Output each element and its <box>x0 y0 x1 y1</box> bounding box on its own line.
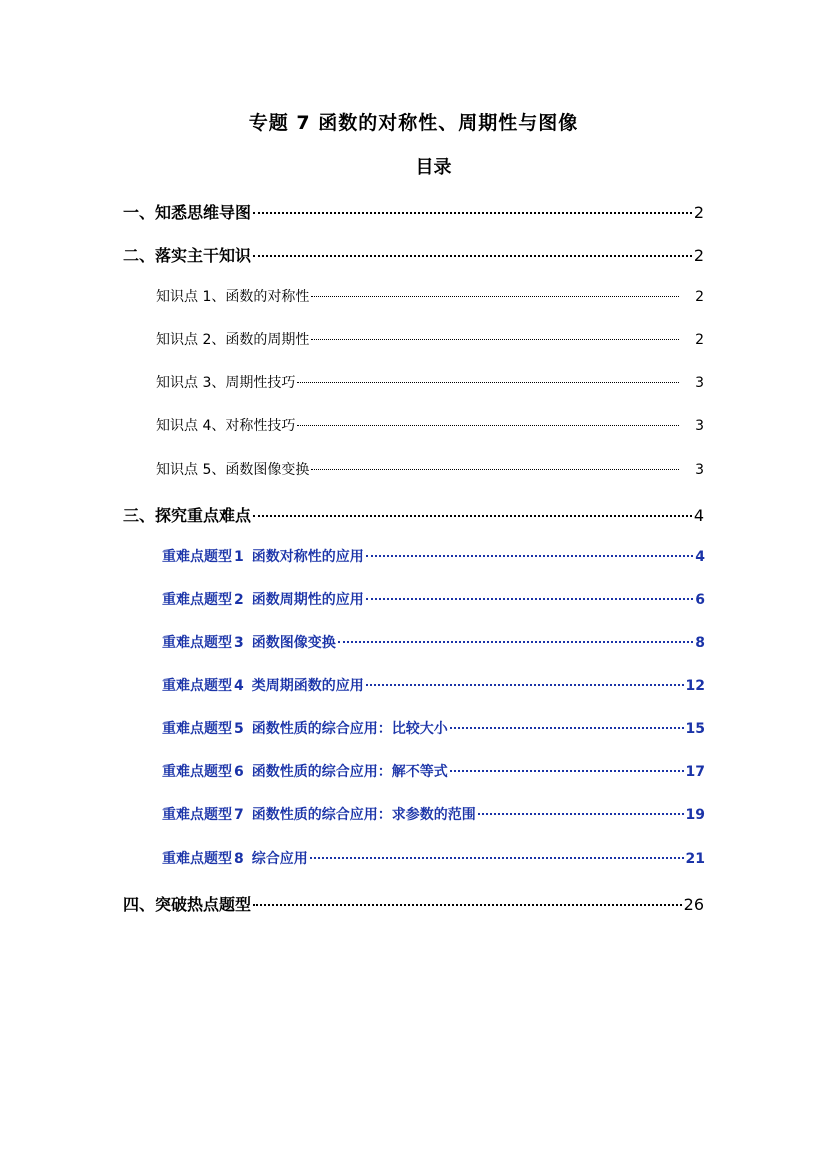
toc-page-number: 3 <box>695 418 704 434</box>
toc-entry-label: 知识点 1、函数的对称性 <box>156 289 310 305</box>
toc-page-number: 4 <box>693 506 704 525</box>
toc-entry-label: 四、突破热点题型 <box>123 895 252 914</box>
toc-leader-dots <box>450 727 684 729</box>
toc-page-number: 21 <box>685 851 705 867</box>
toc-heading: 目录 <box>415 157 452 178</box>
toc-entry-section-1[interactable] <box>123 200 704 223</box>
toc-page-number: 2 <box>693 246 704 265</box>
toc-entry-label: 三、探究重点难点 <box>123 506 252 525</box>
toc-entry-label: 重难点题型 4 类周期函数的应用 <box>162 678 364 694</box>
toc-leader-dots <box>450 770 684 772</box>
toc-entry-topic-6[interactable] <box>162 761 705 781</box>
toc-entry-section-4[interactable] <box>123 892 704 915</box>
toc-entry-label: 重难点题型 3 函数图像变换 <box>162 635 336 651</box>
toc-page-number: 17 <box>685 764 705 780</box>
toc-leader-dots <box>366 555 694 557</box>
toc-page-number: 12 <box>685 678 705 694</box>
toc-page-number: 3 <box>695 375 704 391</box>
toc-entry-section-3[interactable] <box>123 503 704 526</box>
toc-entry-label: 知识点 5、函数图像变换 <box>156 462 310 478</box>
toc-entry-label: 知识点 2、函数的周期性 <box>156 332 310 348</box>
toc-entry-topic-2[interactable] <box>162 589 705 609</box>
toc-leader-dots <box>253 515 692 517</box>
toc-leader-dots <box>310 857 684 859</box>
toc-page-number: 3 <box>695 462 704 478</box>
toc-entry-label: 重难点题型 8 综合应用 <box>162 851 308 867</box>
toc-entry-topic-3[interactable] <box>162 632 705 652</box>
toc-entry-label: 重难点题型 1 函数对称性的应用 <box>162 549 364 565</box>
toc-leader-dots <box>478 813 684 815</box>
toc-leader-dots <box>338 641 694 643</box>
document-title: 专题 7 函数的对称性、周期性与图像 <box>248 112 579 134</box>
toc-entry-knowledge-4[interactable] <box>156 415 704 435</box>
toc-leader-dots <box>311 339 679 340</box>
toc-leader-dots <box>297 425 679 426</box>
toc-leader-dots <box>253 904 682 906</box>
toc-page-number: 4 <box>695 549 705 565</box>
toc-entry-label: 二、落实主干知识 <box>123 246 252 265</box>
toc-entry-label: 重难点题型 7 函数性质的综合应用：求参数的范围 <box>162 807 476 823</box>
toc-page-number: 6 <box>695 592 705 608</box>
toc-page-number: 2 <box>695 289 704 305</box>
toc-page-number: 8 <box>695 635 705 651</box>
toc-page-number: 26 <box>683 895 704 914</box>
toc-leader-dots <box>311 469 679 470</box>
toc-page-number: 2 <box>695 332 704 348</box>
toc-leader-dots <box>253 212 692 214</box>
toc-leader-dots <box>297 382 679 383</box>
toc-entry-label: 一、知悉思维导图 <box>123 203 252 222</box>
toc-leader-dots <box>253 255 692 257</box>
toc-entry-label: 知识点 3、周期性技巧 <box>156 375 296 391</box>
toc-entry-knowledge-2[interactable] <box>156 329 704 349</box>
toc-entry-topic-1[interactable] <box>162 546 705 566</box>
toc-entry-topic-7[interactable] <box>162 804 705 824</box>
toc-page-number: 19 <box>685 807 705 823</box>
toc-entry-knowledge-5[interactable] <box>156 459 704 479</box>
toc-page-number: 2 <box>693 203 704 222</box>
toc-entry-knowledge-3[interactable] <box>156 372 704 392</box>
toc-entry-label: 重难点题型 2 函数周期性的应用 <box>162 592 364 608</box>
toc-page-number: 15 <box>685 721 705 737</box>
toc-entry-label: 知识点 4、对称性技巧 <box>156 418 296 434</box>
toc-entry-topic-8[interactable] <box>162 848 705 868</box>
toc-entry-label: 重难点题型 6 函数性质的综合应用：解不等式 <box>162 764 448 780</box>
toc-entry-topic-5[interactable] <box>162 718 705 738</box>
toc-entry-section-2[interactable] <box>123 243 704 266</box>
toc-leader-dots <box>366 684 684 686</box>
toc-entry-topic-4[interactable] <box>162 675 705 695</box>
toc-leader-dots <box>366 598 694 600</box>
toc-entry-label: 重难点题型 5 函数性质的综合应用：比较大小 <box>162 721 448 737</box>
toc-leader-dots <box>311 296 679 297</box>
toc-entry-knowledge-1[interactable] <box>156 286 704 306</box>
